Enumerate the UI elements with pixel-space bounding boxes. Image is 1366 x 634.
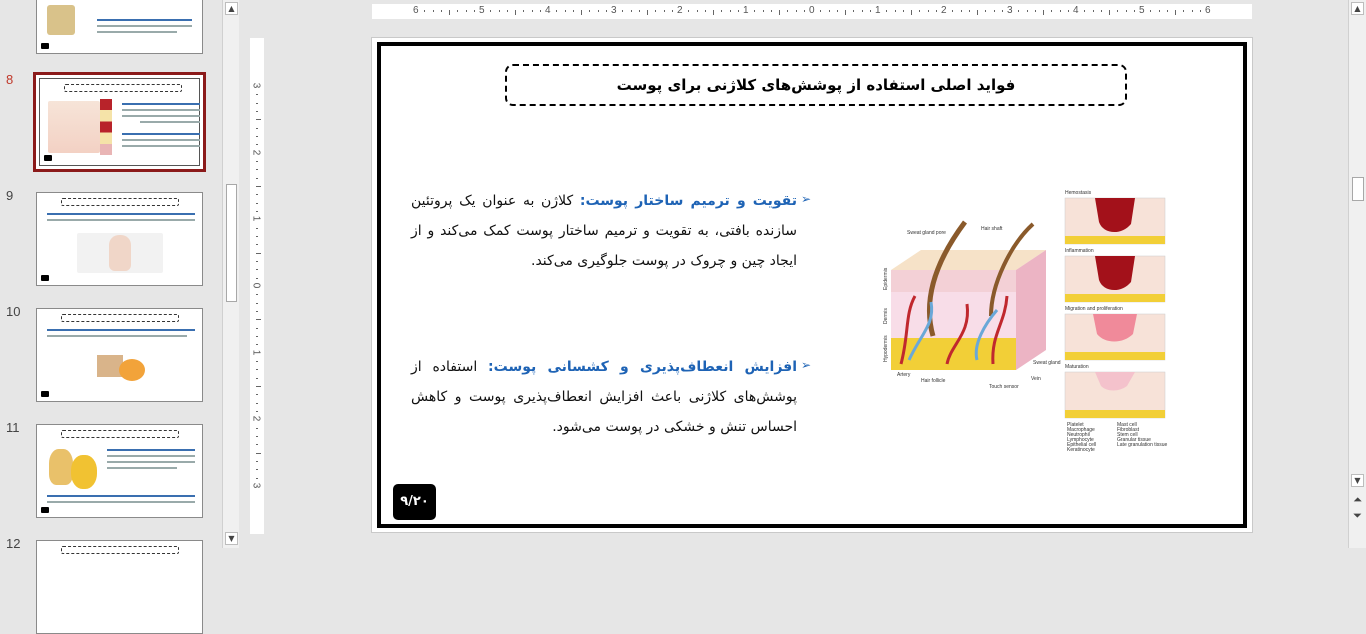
ruler-tick <box>556 10 557 12</box>
ruler-tick <box>886 10 887 12</box>
ruler-tick <box>1200 10 1201 12</box>
ruler-tick <box>256 319 261 320</box>
ruler-tick <box>256 194 258 195</box>
ruler-tick <box>631 10 632 12</box>
ruler-tick <box>256 478 258 479</box>
bullet-heading: افزایش انعطاف‌پذیری و کشسانی پوست: <box>488 359 798 375</box>
ruler-tick <box>256 328 258 329</box>
ruler-tick <box>1159 10 1160 12</box>
ruler-tick <box>952 10 953 12</box>
ruler-tick <box>256 294 258 295</box>
ruler-tick <box>256 128 258 129</box>
ruler-number: 4 <box>1073 5 1079 16</box>
legend-item: Granular tissue <box>1117 437 1151 443</box>
ruler-tick <box>256 369 258 370</box>
slide-thumbnail[interactable] <box>36 192 203 286</box>
ruler-number: 1 <box>875 5 881 16</box>
bullet-heading: تقویت و ترمیم ساختار پوست: <box>579 193 797 209</box>
ruler-tick <box>895 10 896 12</box>
ruler-tick <box>655 10 656 12</box>
ruler-tick <box>1027 10 1028 12</box>
legend-item: Platelet <box>1067 422 1084 428</box>
ruler-tick <box>256 169 258 170</box>
ruler-tick <box>820 10 821 12</box>
ruler-tick <box>457 10 458 12</box>
ruler-tick <box>499 10 500 12</box>
skin-label: Hair follicle <box>921 378 946 384</box>
ruler-tick <box>672 10 673 12</box>
ruler-tick <box>256 469 258 470</box>
ruler-tick <box>256 303 258 304</box>
ruler-tick <box>256 453 261 454</box>
ruler-number: 4 <box>545 5 551 16</box>
ruler-tick <box>490 10 491 12</box>
stage-label: Migration and proliferation <box>1065 306 1123 312</box>
ruler-tick <box>256 136 258 137</box>
ruler-number: 3 <box>250 482 262 489</box>
ruler-tick <box>256 278 258 279</box>
ruler-tick <box>1060 10 1061 12</box>
editor-scrollbar[interactable] <box>1348 0 1366 548</box>
ruler-tick <box>256 311 258 312</box>
ruler-tick <box>1018 10 1019 12</box>
ruler-tick <box>433 10 434 12</box>
ruler-tick <box>1167 10 1168 12</box>
legend-item: Lymphocyte <box>1067 437 1094 443</box>
ruler-tick <box>1051 10 1052 12</box>
ruler-tick <box>804 10 805 12</box>
ruler-tick <box>581 10 582 15</box>
ruler-tick <box>606 10 607 12</box>
ruler-tick <box>1192 10 1193 12</box>
ruler-tick <box>256 144 258 145</box>
ruler-tick <box>969 10 970 12</box>
ruler-number: 1 <box>250 349 262 355</box>
horizontal-ruler <box>372 4 1252 19</box>
ruler-tick <box>256 361 258 362</box>
ruler-number: 6 <box>1205 5 1211 16</box>
ruler-tick <box>919 10 920 12</box>
ruler-tick <box>256 178 258 179</box>
ruler-number: 2 <box>250 149 262 155</box>
scroll-up-arrow-icon[interactable]: ▲ <box>1351 2 1364 15</box>
ruler-tick <box>1002 10 1003 12</box>
stage-label: Inflammation <box>1065 248 1094 254</box>
ruler-tick <box>1183 10 1184 12</box>
thumbnails-scrollbar[interactable] <box>222 0 239 548</box>
skin-label: Hypodermis <box>883 335 889 362</box>
ruler-tick <box>256 461 258 462</box>
bullet-text: کلاژن به عنوان یک پروتئین سازنده بافتی، به تقویت و ترمیم ساختار پوست کمک می‌کند و از ایجاد چین و چروک در پوست جلوگیری می‌کند. <box>411 193 797 269</box>
legend-item: Fibroblast <box>1117 427 1139 433</box>
skin-wound-healing-figure[interactable] <box>881 184 1181 453</box>
skin-label: Vein <box>1031 376 1041 382</box>
legend-item: Macrophage <box>1067 427 1095 433</box>
scroll-down-arrow-icon[interactable]: ▼ <box>225 532 238 545</box>
ruler-tick <box>256 394 258 395</box>
ruler-tick <box>466 10 467 12</box>
ruler-tick <box>256 336 258 337</box>
ruler-tick <box>1126 10 1127 12</box>
ruler-tick <box>763 10 764 12</box>
slide-thumbnail[interactable] <box>36 540 203 634</box>
ruler-number: 1 <box>743 5 749 16</box>
ruler-tick <box>779 10 780 15</box>
ruler-number: 2 <box>941 5 947 16</box>
ruler-tick <box>256 211 258 212</box>
slide-canvas[interactable] <box>371 37 1253 533</box>
ruler-tick <box>985 10 986 12</box>
ruler-tick <box>1134 10 1135 12</box>
ruler-tick <box>256 386 261 387</box>
ruler-tick <box>664 10 665 12</box>
page-number-badge: ۹/۲۰ <box>393 484 436 520</box>
ruler-tick <box>1109 10 1110 15</box>
ruler-tick <box>532 10 533 12</box>
thumbnail-number: 10 <box>6 304 21 319</box>
legend-item: Epithelial cell <box>1067 442 1097 448</box>
ruler-tick <box>837 10 838 12</box>
ruler-tick <box>424 10 425 12</box>
arrow-bullet-icon: ➢ <box>801 358 812 372</box>
ruler-tick <box>1117 10 1118 12</box>
slide-border-frame <box>377 42 1247 528</box>
ruler-number: 0 <box>250 282 262 289</box>
ruler-tick <box>713 10 714 15</box>
ruler-tick <box>754 10 755 12</box>
ruler-tick <box>903 10 904 12</box>
ruler-tick <box>474 10 475 12</box>
ruler-number: 2 <box>250 416 262 422</box>
ruler-tick <box>515 10 516 15</box>
ruler-tick <box>598 10 599 12</box>
ruler-tick <box>961 10 962 12</box>
ruler-tick <box>256 111 258 112</box>
ruler-number: 2 <box>677 5 683 16</box>
skin-label: Dermis <box>883 308 889 324</box>
bullet-structure[interactable] <box>411 186 797 276</box>
ruler-tick <box>1101 10 1102 12</box>
stage-label: Maturation <box>1065 364 1089 370</box>
ruler-tick <box>911 10 912 15</box>
ruler-tick <box>829 10 830 12</box>
ruler-number: 6 <box>413 5 419 16</box>
slide-editor <box>240 0 1348 548</box>
ruler-tick <box>1175 10 1176 15</box>
scrollbar-thumb[interactable] <box>226 184 237 302</box>
ruler-tick <box>977 10 978 15</box>
ruler-tick <box>256 253 261 254</box>
ruler-tick <box>507 10 508 12</box>
ruler-number: 1 <box>250 216 262 222</box>
skin-label: Epidermis <box>883 267 889 290</box>
skin-label: Sweat gland pore <box>907 230 946 236</box>
ruler-tick <box>705 10 706 12</box>
ruler-tick <box>256 344 258 345</box>
legend-item: Neutrophil <box>1067 432 1090 438</box>
ruler-tick <box>256 203 258 204</box>
skin-label: Sweat gland <box>1033 360 1061 366</box>
ruler-tick <box>730 10 731 12</box>
ruler-tick <box>1035 10 1036 12</box>
ruler-tick <box>523 10 524 12</box>
next-slide-icon[interactable]: ⏷ <box>1353 509 1362 522</box>
slide-thumbnail[interactable] <box>36 308 203 402</box>
ruler-number: 3 <box>611 5 617 16</box>
ruler-tick <box>771 10 772 12</box>
ruler-tick <box>688 10 689 12</box>
ruler-tick <box>1084 10 1085 12</box>
ruler-tick <box>862 10 863 12</box>
ruler-tick <box>738 10 739 12</box>
ruler-tick <box>853 10 854 12</box>
ruler-tick <box>1093 10 1094 12</box>
ruler-tick <box>256 119 261 120</box>
ruler-tick <box>647 10 648 15</box>
ruler-tick <box>256 244 258 245</box>
legend-item: Late granulation tissue <box>1117 442 1168 448</box>
ruler-number: 3 <box>250 82 262 89</box>
ruler-tick <box>589 10 590 12</box>
ruler-tick <box>573 10 574 12</box>
ruler-tick <box>928 10 929 12</box>
ruler-tick <box>845 10 846 15</box>
slide-title[interactable]: فواید اصلی استفاده از پوشش‌های کلاژنی برای پوست <box>505 64 1127 106</box>
ruler-tick <box>639 10 640 12</box>
ruler-tick <box>870 10 871 12</box>
legend-item: Keratinocyte <box>1067 447 1095 453</box>
ruler-tick <box>622 10 623 12</box>
bullet-text: استفاده از پوشش‌های کلاژنی باعث افزایش انعطاف‌پذیری پوست و کاهش احساس تنش و خشکی در پوست می‌شود. <box>411 359 797 435</box>
previous-slide-icon[interactable]: ⏶ <box>1353 493 1362 506</box>
stage-label: Hemostasis <box>1065 190 1092 196</box>
ruler-tick <box>697 10 698 12</box>
scrollbar-thumb[interactable] <box>1352 177 1364 201</box>
ruler-tick <box>256 436 258 437</box>
ruler-number: 0 <box>809 5 815 16</box>
ruler-tick <box>540 10 541 12</box>
ruler-tick <box>256 186 261 187</box>
scroll-up-arrow-icon[interactable]: ▲ <box>225 2 238 15</box>
ruler-tick <box>256 236 258 237</box>
ruler-tick <box>256 411 258 412</box>
ruler-tick <box>256 403 258 404</box>
ruler-tick <box>256 444 258 445</box>
ruler-number: 5 <box>479 5 485 16</box>
legend-item: Mast cell <box>1117 422 1137 428</box>
skin-cross-section-image <box>891 222 1046 370</box>
slide-thumbnail-active[interactable] <box>33 72 206 172</box>
arrow-bullet-icon: ➢ <box>801 192 812 206</box>
ruler-tick <box>1150 10 1151 12</box>
ruler-tick <box>787 10 788 12</box>
thumbnail-number: 9 <box>6 188 14 203</box>
ruler-tick <box>565 10 566 12</box>
skin-label: Artery <box>897 372 911 378</box>
ruler-tick <box>994 10 995 12</box>
skin-label: Touch sensor <box>989 384 1019 390</box>
ruler-tick <box>256 161 258 162</box>
ruler-tick <box>1068 10 1069 12</box>
ruler-tick <box>936 10 937 12</box>
ruler-tick <box>256 261 258 262</box>
ruler-tick <box>256 228 258 229</box>
thumbnail-number: 11 <box>6 420 20 435</box>
ruler-tick <box>449 10 450 15</box>
ruler-tick <box>256 378 258 379</box>
ruler-tick <box>256 269 258 270</box>
legend-item: Stem cell <box>1117 432 1138 438</box>
slide-thumbnail[interactable] <box>36 424 203 518</box>
ruler-tick <box>796 10 797 12</box>
ruler-tick <box>721 10 722 12</box>
ruler-tick <box>256 103 258 104</box>
ruler-tick <box>256 94 258 95</box>
vertical-ruler <box>250 38 264 534</box>
ruler-tick <box>256 428 258 429</box>
slide-thumbnails-pane <box>0 0 222 551</box>
slide-thumbnail[interactable] <box>36 0 203 54</box>
bullet-elasticity[interactable] <box>411 352 797 442</box>
scroll-down-arrow-icon[interactable]: ▼ <box>1351 474 1364 487</box>
ruler-tick <box>1043 10 1044 15</box>
thumbnail-number: 8 <box>6 72 14 87</box>
ruler-number: 3 <box>1007 5 1013 16</box>
ruler-number: 5 <box>1139 5 1145 16</box>
ruler-tick <box>441 10 442 12</box>
skin-label: Hair shaft <box>981 226 1003 232</box>
thumbnail-number: 12 <box>6 536 21 551</box>
